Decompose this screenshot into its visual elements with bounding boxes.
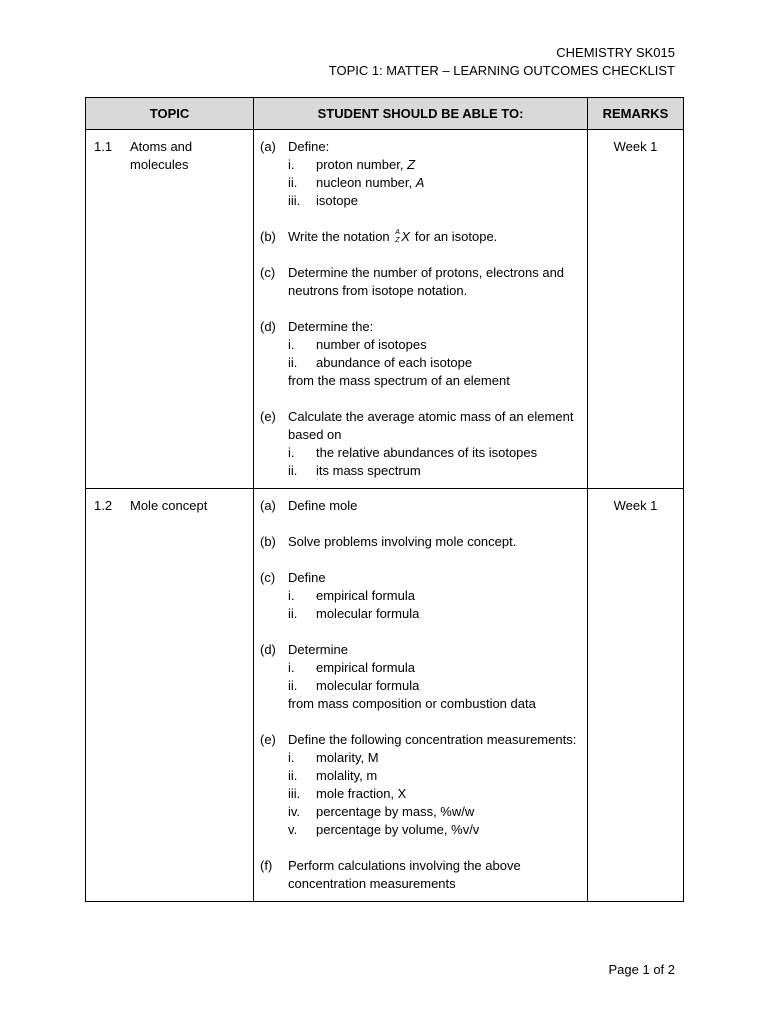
remark-text: Week 1 [613,139,658,154]
sub-item-numeral: ii. [288,463,298,478]
outcome-text-line [288,318,581,336]
sub-item-numeral: i. [288,588,295,603]
sub-item-text [316,336,427,354]
outcome-tail: from the mass spectrum of an element [288,373,510,388]
outcome-body [288,138,581,210]
sub-item-text [316,156,415,174]
sub-item-numeral: iii. [288,786,301,801]
outcome-text-line [288,408,581,444]
outcome-text-line [288,533,581,551]
course-code: CHEMISTRY SK015 [556,45,675,60]
outcome-label: (a) [260,498,276,513]
sub-item [288,462,581,480]
outcome-text-line [288,138,581,156]
sub-item-text [316,354,472,372]
outcome-text-line [288,497,581,515]
sub-item-numeral: v. [288,822,298,837]
sub-item-text-main: molecular formula [316,606,420,621]
outcome-label: (c) [260,570,276,585]
topic-number: 1.2 [94,498,113,513]
sub-item-text-main: percentage by mass, %w/w [316,804,475,819]
remarks-cell [588,489,684,902]
outcome-body [288,731,581,839]
notation-symbol: X [401,229,410,244]
sub-item-numeral: i. [288,660,295,675]
outcome-text: Perform calculations involving the above concentration measurements [288,858,521,891]
notation-atomic-number: Z [395,237,400,244]
sub-item-text-main: molecular formula [316,678,420,693]
sub-item-text-main: isotope [316,193,358,208]
sub-item-text-main: molality, m [316,768,378,783]
outcome-item [260,318,581,390]
sub-item [288,587,581,605]
outcome-body [288,228,581,246]
sub-item-symbol: Z [407,157,416,172]
outcome-text: Determine the: [288,319,374,334]
outcome-text-line [288,264,581,300]
topic-cell [86,130,254,489]
outcome-label: (b) [260,534,276,549]
outcome-text: Define the following concentration measurements: [288,732,577,747]
sub-item-text-main: its mass spectrum [316,463,421,478]
sub-item [288,659,581,677]
outcome-text: Solve problems involving mole concept. [288,534,517,549]
sub-item [288,803,581,821]
sub-item-numeral: i. [288,337,295,352]
sub-item-text [316,785,406,803]
outcomes-cell [254,130,588,489]
outcome-text: Write the notation [288,229,390,244]
sub-item-numeral: ii. [288,678,298,693]
outcome-label: (e) [260,409,276,424]
header-student-outcomes: STUDENT SHOULD BE ABLE TO: [254,98,588,130]
sub-item-numeral: ii. [288,355,298,370]
sub-item-text-main: the relative abundances of its isotopes [316,445,538,460]
isotope-notation [393,228,411,246]
outcome-label: (e) [260,732,276,747]
sub-item-text [316,749,379,767]
sub-item-text-main: molarity, M [316,750,379,765]
sub-item [288,174,581,192]
sub-item-numeral: i. [288,750,295,765]
topic-block [86,130,253,174]
sub-item-text [316,174,424,192]
outcome-list [254,130,587,488]
document-title: TOPIC 1: MATTER – LEARNING OUTCOMES CHECKLIST [328,63,675,78]
topic-cell [86,489,254,902]
outcome-label: (c) [260,265,276,280]
outcome-text-line [288,228,581,246]
sub-item-numeral: i. [288,157,295,172]
outcomes-cell [254,489,588,902]
sub-item-text [316,444,537,462]
remarks-cell [588,130,684,489]
sub-item-numeral: iv. [288,804,301,819]
outcome-text-line [288,641,581,659]
sub-item [288,444,581,462]
sub-item-text-main: abundance of each isotope [316,355,473,370]
outcome-item [260,228,581,246]
sub-item [288,605,581,623]
sub-item [288,336,581,354]
notation-mass-number: A [395,229,400,236]
sub-item-text [316,605,419,623]
page-number: Page 1 of 2 [608,962,675,977]
outcome-body [288,497,581,515]
sub-item-numeral: ii. [288,768,298,783]
sub-item-numeral: ii. [288,606,298,621]
outcome-text: Define mole [288,498,358,513]
outcome-text-after: for an isotope. [414,229,498,244]
outcome-label: (d) [260,319,276,334]
outcome-label: (a) [260,139,276,154]
outcome-item [260,138,581,210]
outcome-item [260,264,581,300]
outcome-item [260,533,581,551]
sub-item [288,354,581,372]
topic-name: Atoms and molecules [130,139,193,172]
sub-item-text [316,767,377,785]
outcome-text-line [288,857,581,893]
outcome-text: Calculate the average atomic mass of an element based on [288,409,574,442]
sub-item-text-main: nucleon number, [316,175,416,190]
header-remarks: REMARKS [588,98,684,130]
outcome-label: (f) [260,858,273,873]
outcome-body [288,264,581,300]
outcome-tail: from mass composition or combustion data [288,696,536,711]
outcome-text: Determine the number of protons, electrons and neutrons from isotope notation. [288,265,565,298]
outcome-label: (b) [260,229,276,244]
sub-item-text [316,677,419,695]
sub-item-text [316,462,421,480]
outcome-item [260,641,581,713]
sub-item [288,677,581,695]
outcome-text-line [288,731,581,749]
outcome-item [260,857,581,893]
topic-name: Mole concept [130,498,208,513]
sub-item [288,767,581,785]
outcome-body [288,857,581,893]
topic-number: 1.1 [94,139,113,154]
sub-item [288,821,581,839]
sub-item-text-main: proton number, [316,157,408,172]
sub-item-text [316,192,358,210]
sub-item-numeral: i. [288,445,295,460]
checklist-table [85,97,684,902]
sub-item [288,749,581,767]
header-topic: TOPIC [86,98,254,130]
outcome-item [260,497,581,515]
outcome-text: Determine [288,642,348,657]
sub-item [288,156,581,174]
outcome-item [260,408,581,480]
table-header-row [86,98,684,130]
topic-block [86,489,253,515]
sub-item-text [316,821,479,839]
outcome-list [254,489,587,901]
sub-item [288,785,581,803]
outcome-label: (d) [260,642,276,657]
outcome-text: Define: [288,139,330,154]
outcome-text-line [288,569,581,587]
sub-item-text-main: empirical formula [316,588,415,603]
sub-item [288,192,581,210]
table-row [86,489,684,902]
outcome-body [288,408,581,480]
outcome-item [260,731,581,839]
sub-item-text-main: number of isotopes [316,337,427,352]
remark-text: Week 1 [613,498,658,513]
outcome-item [260,569,581,623]
outcome-body [288,533,581,551]
sub-item-symbol: A [415,175,425,190]
outcome-text: Define [288,570,326,585]
table-row [86,130,684,489]
sub-item-text [316,659,415,677]
sub-item-text-main: empirical formula [316,660,415,675]
sub-item-numeral: ii. [288,175,298,190]
outcome-body [288,318,581,390]
sub-item-text [316,587,415,605]
sub-item-text-main: percentage by volume, %v/v [316,822,480,837]
sub-item-text [316,803,474,821]
sub-item-text-main: mole fraction, X [316,786,407,801]
sub-item-numeral: iii. [288,193,301,208]
outcome-body [288,569,581,623]
outcome-body [288,641,581,713]
